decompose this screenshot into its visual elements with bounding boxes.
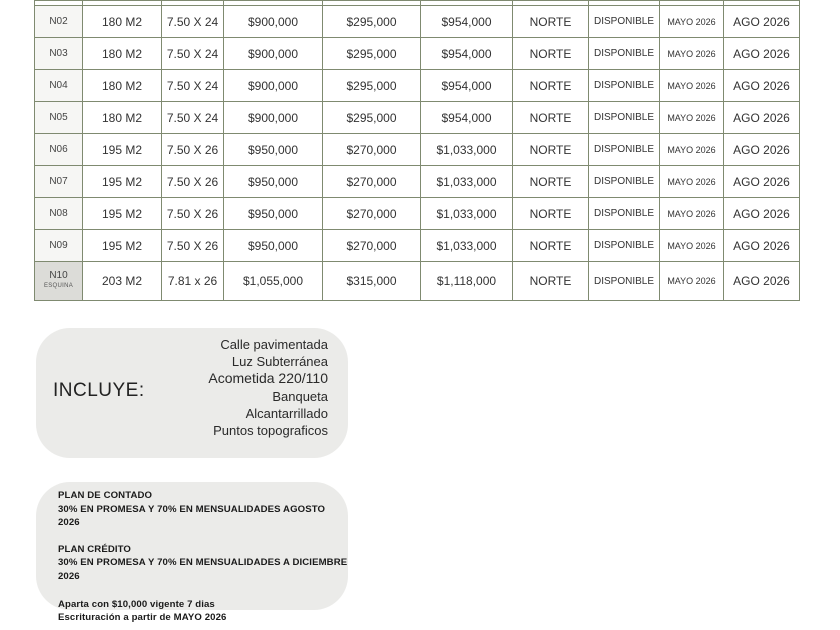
cell-total: $954,000 [421, 70, 513, 102]
cell-status: DISPONIBLE [589, 134, 660, 166]
cell-dims: 7.50 X 24 [162, 102, 224, 134]
includes-list [208, 336, 328, 439]
cell-area: 203 M2 [83, 262, 162, 301]
cell-lot [35, 70, 83, 102]
cell-start: MAYO 2026 [660, 134, 724, 166]
cell-total: $954,000 [421, 6, 513, 38]
cell-dims: 7.50 X 26 [162, 230, 224, 262]
table-row [35, 70, 800, 102]
cell-down: $270,000 [323, 230, 421, 262]
cell-lot [35, 166, 83, 198]
cell-area: 180 M2 [83, 6, 162, 38]
cell-delivery: AGO 2026 [724, 70, 800, 102]
payment-plans-card [36, 482, 348, 624]
include-item: Calle pavimentada [220, 337, 328, 352]
cell-delivery: AGO 2026 [724, 166, 800, 198]
cell-down: $295,000 [323, 38, 421, 70]
cell-orientation: NORTE [513, 134, 589, 166]
cell-down: $270,000 [323, 198, 421, 230]
include-item: Banqueta [272, 388, 328, 404]
cell-delivery: AGO 2026 [724, 6, 800, 38]
cell-lot [35, 38, 83, 70]
cell-start: MAYO 2026 [660, 38, 724, 70]
cell-down: $270,000 [323, 134, 421, 166]
cell-down: $295,000 [323, 70, 421, 102]
cell-status: DISPONIBLE [589, 70, 660, 102]
cell-down: $295,000 [323, 6, 421, 38]
cell-status: DISPONIBLE [589, 230, 660, 262]
lot-id: N09 [49, 240, 68, 251]
cell-total: $1,033,000 [421, 166, 513, 198]
cell-dims: 7.50 X 26 [162, 198, 224, 230]
cell-status: DISPONIBLE [589, 38, 660, 70]
cell-lot [35, 262, 83, 301]
include-item: Luz Subterránea [231, 354, 328, 370]
cell-price: $950,000 [224, 230, 323, 262]
credit-plan-detail: 30% EN PROMESA Y 70% EN MENSUALIDADES A DICIEMBRE 2026 [58, 557, 348, 582]
cell-area: 195 M2 [83, 134, 162, 166]
include-item: Puntos topograficos [213, 423, 328, 439]
cell-orientation: NORTE [513, 198, 589, 230]
cell-lot [35, 102, 83, 134]
table-row [35, 230, 800, 262]
cell-status: DISPONIBLE [589, 166, 660, 198]
cash-plan-detail: 30% EN PROMESA Y 70% EN MENSUALIDADES AGOSTO 2026 [58, 503, 326, 529]
includes-title: INCLUYE: [53, 380, 145, 401]
cell-dims: 7.50 X 26 [162, 166, 224, 198]
cell-price: $1,055,000 [224, 262, 323, 301]
include-item: Alcantarrillado [245, 405, 328, 421]
cell-orientation: NORTE [513, 102, 589, 134]
cell-status: DISPONIBLE [589, 6, 660, 38]
cell-dims: 7.50 X 24 [162, 70, 224, 102]
cell-orientation: NORTE [513, 38, 589, 70]
cell-area: 195 M2 [83, 166, 162, 198]
cell-start: MAYO 2026 [660, 166, 724, 198]
cell-down: $315,000 [323, 262, 421, 301]
table-row [35, 38, 800, 70]
cell-down: $270,000 [323, 166, 421, 198]
cell-start: MAYO 2026 [660, 198, 724, 230]
cell-orientation: NORTE [513, 262, 589, 301]
cell-area: 195 M2 [83, 198, 162, 230]
cell-total: $1,033,000 [421, 134, 513, 166]
cell-orientation: NORTE [513, 166, 589, 198]
table-row [35, 134, 800, 166]
cell-lot [35, 230, 83, 262]
cell-delivery: AGO 2026 [724, 134, 800, 166]
cell-area: 195 M2 [83, 230, 162, 262]
table-row [35, 6, 800, 38]
table-row [35, 102, 800, 134]
cell-price: $900,000 [224, 102, 323, 134]
table-row [35, 166, 800, 198]
table-row [35, 198, 800, 230]
cell-delivery: AGO 2026 [724, 230, 800, 262]
cell-dims: 7.50 X 24 [162, 6, 224, 38]
cell-delivery: AGO 2026 [724, 102, 800, 134]
cell-total: $954,000 [421, 102, 513, 134]
cell-price: $950,000 [224, 198, 323, 230]
cell-lot [35, 134, 83, 166]
lots-price-table [34, 0, 800, 301]
cell-down: $295,000 [323, 102, 421, 134]
cell-start: MAYO 2026 [660, 70, 724, 102]
cell-total: $954,000 [421, 38, 513, 70]
cell-dims: 7.50 X 26 [162, 134, 224, 166]
cell-area: 180 M2 [83, 102, 162, 134]
lot-id: N10 [49, 270, 68, 281]
lot-id: N02 [49, 16, 68, 27]
cell-delivery: AGO 2026 [724, 198, 800, 230]
table-row [35, 262, 800, 301]
cell-lot [35, 198, 83, 230]
cell-orientation: NORTE [513, 6, 589, 38]
cell-delivery: AGO 2026 [724, 262, 800, 301]
include-item: Acometida 220/110 [208, 370, 328, 387]
cell-price: $900,000 [224, 70, 323, 102]
cell-status: DISPONIBLE [589, 102, 660, 134]
cell-area: 180 M2 [83, 38, 162, 70]
lot-id: N04 [49, 80, 68, 91]
payment-plans-text [58, 489, 348, 625]
cell-status: DISPONIBLE [589, 262, 660, 301]
table-body [35, 1, 800, 301]
cell-start: MAYO 2026 [660, 262, 724, 301]
cell-delivery: AGO 2026 [724, 38, 800, 70]
cell-price: $900,000 [224, 38, 323, 70]
lot-corner-label: ESQUINA [43, 283, 74, 289]
lot-id: N05 [49, 112, 68, 123]
cell-total: $1,033,000 [421, 198, 513, 230]
deposit-note: Aparta con $10,000 vigente 7 dias [58, 598, 215, 610]
cell-price: $900,000 [224, 6, 323, 38]
deed-note: Escrituración a partir de MAYO 2026 [58, 612, 227, 624]
cell-start: MAYO 2026 [660, 230, 724, 262]
cell-lot [35, 6, 83, 38]
lot-id: N06 [49, 144, 68, 155]
lot-id: N08 [49, 208, 68, 219]
cell-status: DISPONIBLE [589, 198, 660, 230]
cell-dims: 7.81 x 26 [162, 262, 224, 301]
cell-price: $950,000 [224, 166, 323, 198]
credit-plan-title: PLAN CRÉDITO [58, 543, 131, 555]
cell-orientation: NORTE [513, 230, 589, 262]
cell-start: MAYO 2026 [660, 102, 724, 134]
lot-id: N03 [49, 48, 68, 59]
cash-plan-title: PLAN DE CONTADO [58, 490, 153, 501]
cell-start: MAYO 2026 [660, 6, 724, 38]
lot-id: N07 [49, 176, 68, 187]
includes-card [36, 328, 348, 458]
cell-area: 180 M2 [83, 70, 162, 102]
cell-total: $1,033,000 [421, 230, 513, 262]
cell-price: $950,000 [224, 134, 323, 166]
cell-total: $1,118,000 [421, 262, 513, 301]
cell-orientation: NORTE [513, 70, 589, 102]
cell-dims: 7.50 X 24 [162, 38, 224, 70]
